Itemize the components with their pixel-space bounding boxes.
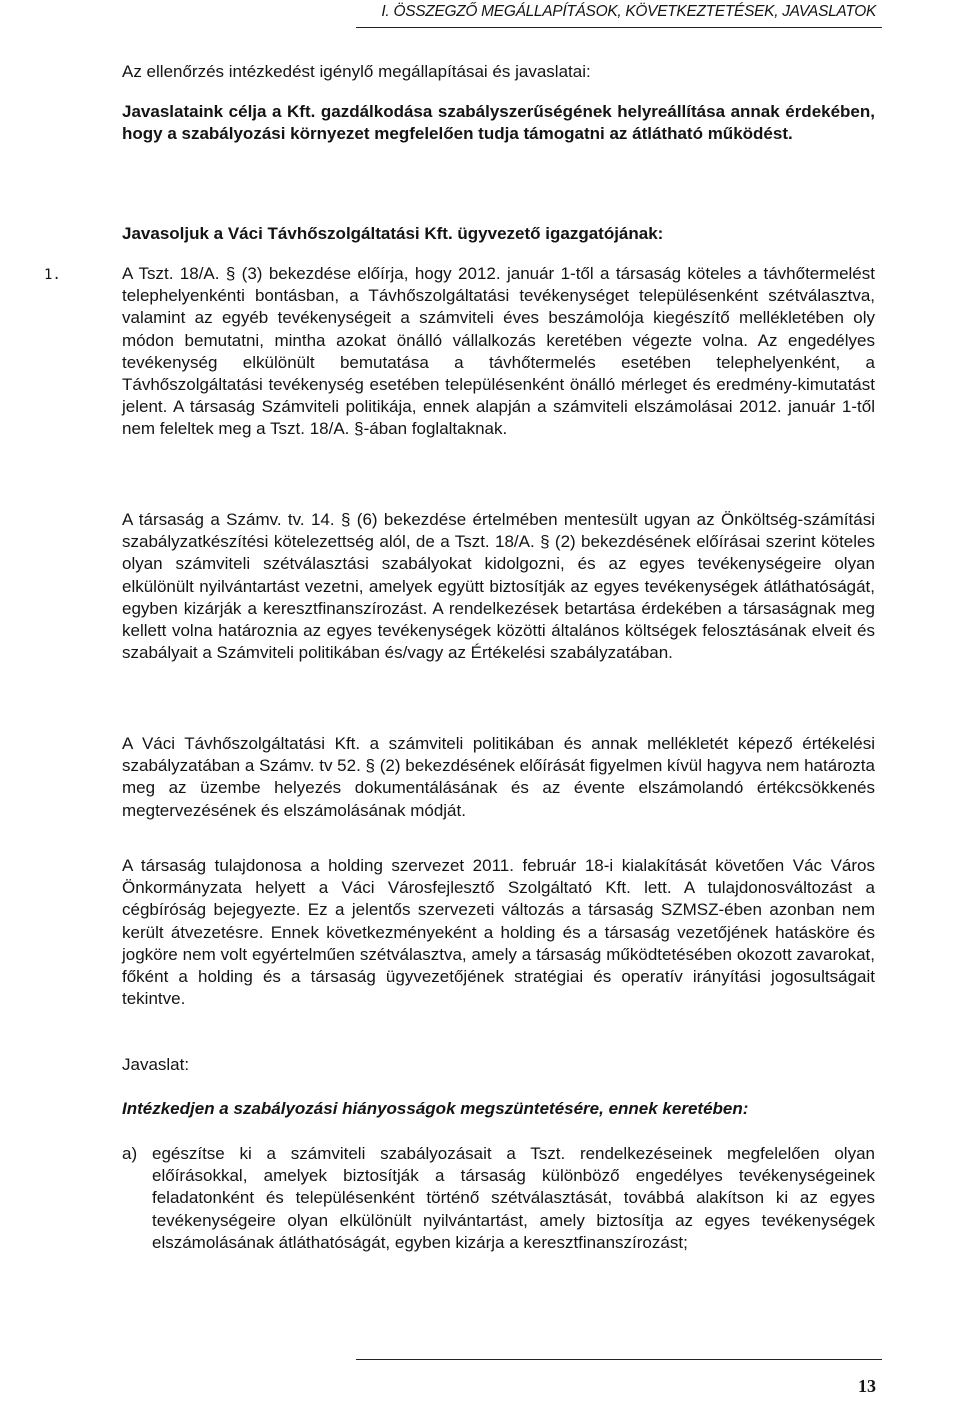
- item1-paragraph-4: A társaság tulajdonosa a holding szervezet 2011. február 18-i kialakítását követően Vác Város Önkormányzata helyett a Váci Városfejlesztő Szolgáltató Kft. lett. A tulajdonosváltozást a cégbíróság bejegyezte. Ez a jelentős szervezeti változás a társaság SZMSZ-ében azonban nem került átvezetésre. Ennek következményeként a holding és a társaság vezetőjének hatásköre és jogköre nem volt egyértelműen szétválasztva, amely a társaság működtetésében okozott zavarokat, főként a holding és a társaság ügyvezetőjének stratégiai és operatív irányítási jogosultságait tekintve.: [122, 856, 875, 1009]
- item1-paragraph-2: A társaság a Számv. tv. 14. § (6) bekezdése értelmében mentesült ugyan az Önköltség-számítási szabályzatkészítési kötelezettség alól, de a Tszt. 18/A. § (2) bekezdésének előírásai szerint köteles olyan számviteli szétválasztási szabályokat kidolgozni, és az egyes tevékenységeire olyan elkülönült nyilvántartást vezetni, amelyek együtt biztosítják az egyes tevékenységek átláthatóságát, egyben kizárják a keresztfinanszírozást. A rendelkezések betartása érdekében a társaságnak meg kellett volna határoznia az egyes tevékenységek közötti általános költségek felosztásának elveit és szabályait a Számviteli politikában és/vagy az Értékelési szabályzatában.: [122, 510, 875, 663]
- proposal-heading: Intézkedjen a szabályozási hiányosságok megszüntetésére, ennek keretében:: [122, 1099, 749, 1118]
- intro-line: Az ellenőrzés intézkedést igénylő megállapításai és javaslatai:: [122, 62, 591, 81]
- footer-rule: [356, 1359, 882, 1360]
- item1-paragraph-3: A Váci Távhőszolgáltatási Kft. a számviteli politikában és annak mellékletét képező értékelési szabályzatában a Számv. tv 52. § (2) bekezdésének előírását figyelmen kívül hagyva nem határozta meg az üzembe helyezés dokumentálásának és az évente elszámolandó értékcsökkenés megtervezésének és elszámolásának módját.: [122, 734, 875, 820]
- recommendation-heading: Javasoljuk a Váci Távhőszolgáltatási Kft. ügyvezető igazgatójának:: [122, 224, 664, 243]
- header-title: I. ÖSSZEGZŐ MEGÁLLAPÍTÁSOK, KÖVETKEZTETÉSEK, JAVASLATOK: [381, 3, 876, 20]
- item-a-text: egészítse ki a számviteli szabályozásait a Tszt. rendelkezéseinek megfelelően olyan előírásokkal, amelyek biztosítják a társaság különböző engedélyes tevékenységeinek feladatonként és településenként történő szétválasztását, továbbá alakítson ki az egyes tevékenységeire olyan elkülönült nyilvántartást, amely biztosítja az egyes tevékenységek elszámolásának átláthatóságát, egyben kizárja a keresztfinanszírozást;: [152, 1144, 875, 1252]
- header-rule: [356, 27, 882, 28]
- item-a-label: a): [122, 1144, 138, 1163]
- proposal-label: Javaslat:: [122, 1055, 190, 1074]
- item-number-1: 1.: [44, 267, 61, 283]
- item1-paragraph-1: A Tszt. 18/A. § (3) bekezdése előírja, hogy 2012. január 1-től a társaság köteles a távhőtermelést telephelyenkénti bontásban, a Távhőszolgáltatási tevékenységet településenként szétválasztva, valamint az egyéb tevékenységeit a számviteli éves beszámolója kiegészítő mellékletében oly módon bemutatni, mintha azokat önálló vállalkozás keretében végezte volna. Az engedélyes tevékenység elkülönült bemutatása a távhőtermelés esetében telephelyenként, a Távhőszolgáltatási tevékenység esetében településenként önálló mérleget és eredmény-kimutatást jelent. A társaság Számviteli politikája, ennek alapján a számviteli elszámolásai 2012. január 1-től nem feleltek meg a Tszt. 18/A. §-ában foglaltaknak.: [122, 264, 875, 439]
- page-number: 13: [858, 1376, 876, 1396]
- goal-paragraph: Javaslataink célja a Kft. gazdálkodása szabályszerűségének helyreállítása annak érdekében, hogy a szabályozási környezet megfelelően tudja támogatni az átlátható működést.: [122, 102, 875, 144]
